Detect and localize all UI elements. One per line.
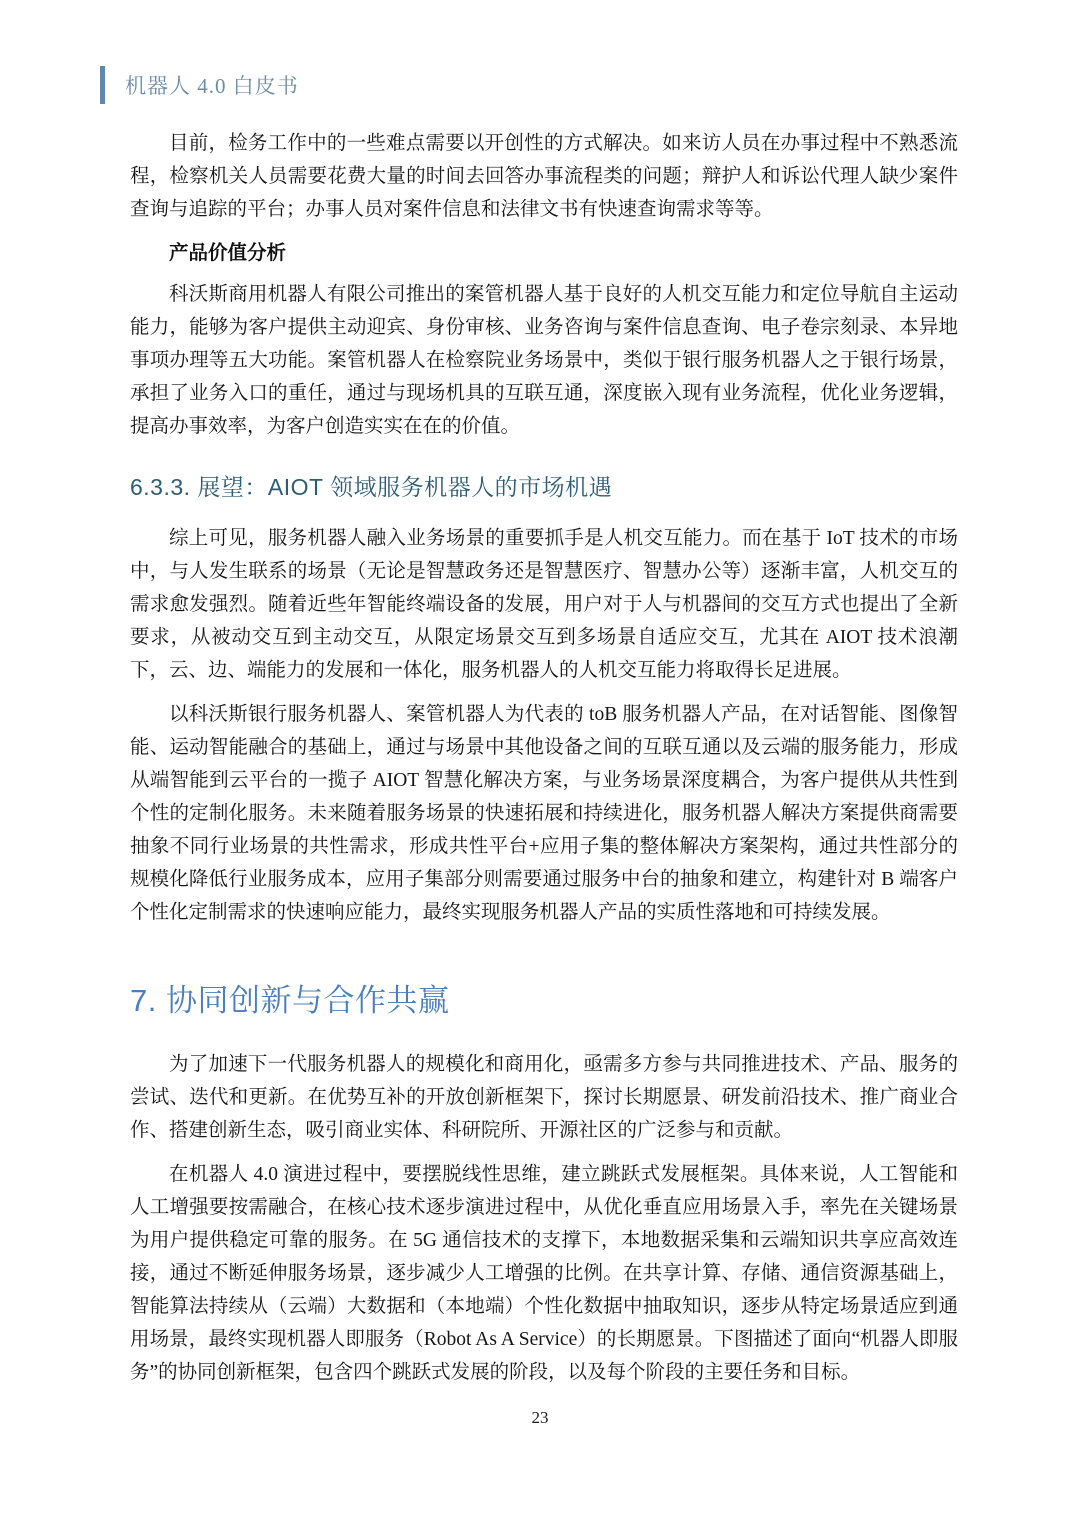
running-header — [100, 66, 299, 104]
page-number: 23 — [531, 1408, 549, 1427]
chapter-heading-7: 7. 协同创新与合作共赢 — [130, 983, 450, 1018]
document-title: 机器人 4.0 白皮书 — [125, 74, 299, 98]
paragraph-outlook-2: 以科沃斯银行服务机器人、案管机器人为代表的 toB 服务机器人产品，在对话智能、图像智能、运动智能融合的基础上，通过与场景中其他设备之间的互联互通以及云端的服务能力，形成从端智能到云平台的一揽子 AIOT 智慧化解决方案，与业务场景深度耦合，为客户提供从共性到个性的定制化服务。未来随着服务场景的快速拓展和持续进化，服务机器人解决方案提供商需要抽象不同行业场景的共性需求，形成共性平台+应用子集的整体解决方案架构，通过共性部分的规模化降低行业服务成本，应用子集部分则需要通过服务中台的抽象和建立，构建针对 B 端客户个性化定制需求的快速响应能力，最终实现服务机器人产品的实质性落地和可持续发展。 — [130, 704, 958, 923]
subheading-product-value-analysis: 产品价值分析 — [169, 243, 287, 264]
page-content — [130, 127, 958, 1400]
paragraph-outlook-1: 综上可见，服务机器人融入业务场景的重要抓手是人机交互能力。而在基于 IoT 技术的市场中，与人发生联系的场景（无论是智慧政务还是智慧医疗、智慧办公等）逐渐丰富，人机交互的需求愈发强烈。随着近些年智能终端设备的发展，用户对于人与机器间的交互方式也提出了全新要求，从被动交互到主动交互，从限定场景交互到多场景自适应交互，尤其在 AIOT 技术浪潮下，云、边、端能力的发展和一体化，服务机器人的人机交互能力将取得长足进展。 — [130, 528, 958, 681]
paragraph-collaboration-1: 为了加速下一代服务机器人的规模化和商用化，亟需多方参与共同推进技术、产品、服务的尝试、迭代和更新。在优势互补的开放创新框架下，探讨长期愿景、研发前沿技术、推广商业合作、搭建创新生态，吸引商业实体、科研院所、开源社区的广泛参与和贡献。 — [130, 1054, 958, 1141]
paragraph-product-value: 科沃斯商用机器人有限公司推出的案管机器人基于良好的人机交互能力和定位导航自主运动能力，能够为客户提供主动迎宾、身份审核、业务咨询与案件信息查询、电子卷宗刻录、本异地事项办理等五大功能。案管机器人在检察院业务场景中，类似于银行服务机器人之于银行场景，承担了业务入口的重任，通过与现场机具的互联互通，深度嵌入现有业务流程，优化业务逻辑，提高办事效率，为客户创造实实在在的价值。 — [130, 284, 958, 437]
paragraph-intro: 目前，检务工作中的一些难点需要以开创性的方式解决。如来访人员在办事过程中不熟悉流程，检察机关人员需要花费大量的时间去回答办事流程类的问题；辩护人和诉讼代理人缺少案件查询与追踪的平台；办事人员对案件信息和法律文书有快速查询需求等等。 — [130, 133, 958, 220]
section-heading-6-3-3: 6.3.3. 展望：AIOT 领域服务机器人的市场机遇 — [130, 474, 613, 500]
paragraph-collaboration-2: 在机器人 4.0 演进过程中，要摆脱线性思维，建立跳跃式发展框架。具体来说，人工智能和人工增强要按需融合，在核心技术逐步演进过程中，从优化垂直应用场景入手，率先在关键场景为用户提供稳定可靠的服务。在 5G 通信技术的支撑下，本地数据采集和云端知识共享应高效连接，通过不断延伸服务场景，逐步减少人工增强的比例。在共享计算、存储、通信资源基础上，智能算法持续从（云端）大数据和（本地端）个性化数据中抽取知识，逐步从特定场景适应到通用场景，最终实现机器人即服务（Robot As A Service）的长期愿景。下图描述了面向“机器人即服务”的协同创新框架，包含四个跳跃式发展的阶段，以及每个阶段的主要任务和目标。 — [130, 1164, 958, 1383]
header-accent-bar — [100, 66, 105, 104]
